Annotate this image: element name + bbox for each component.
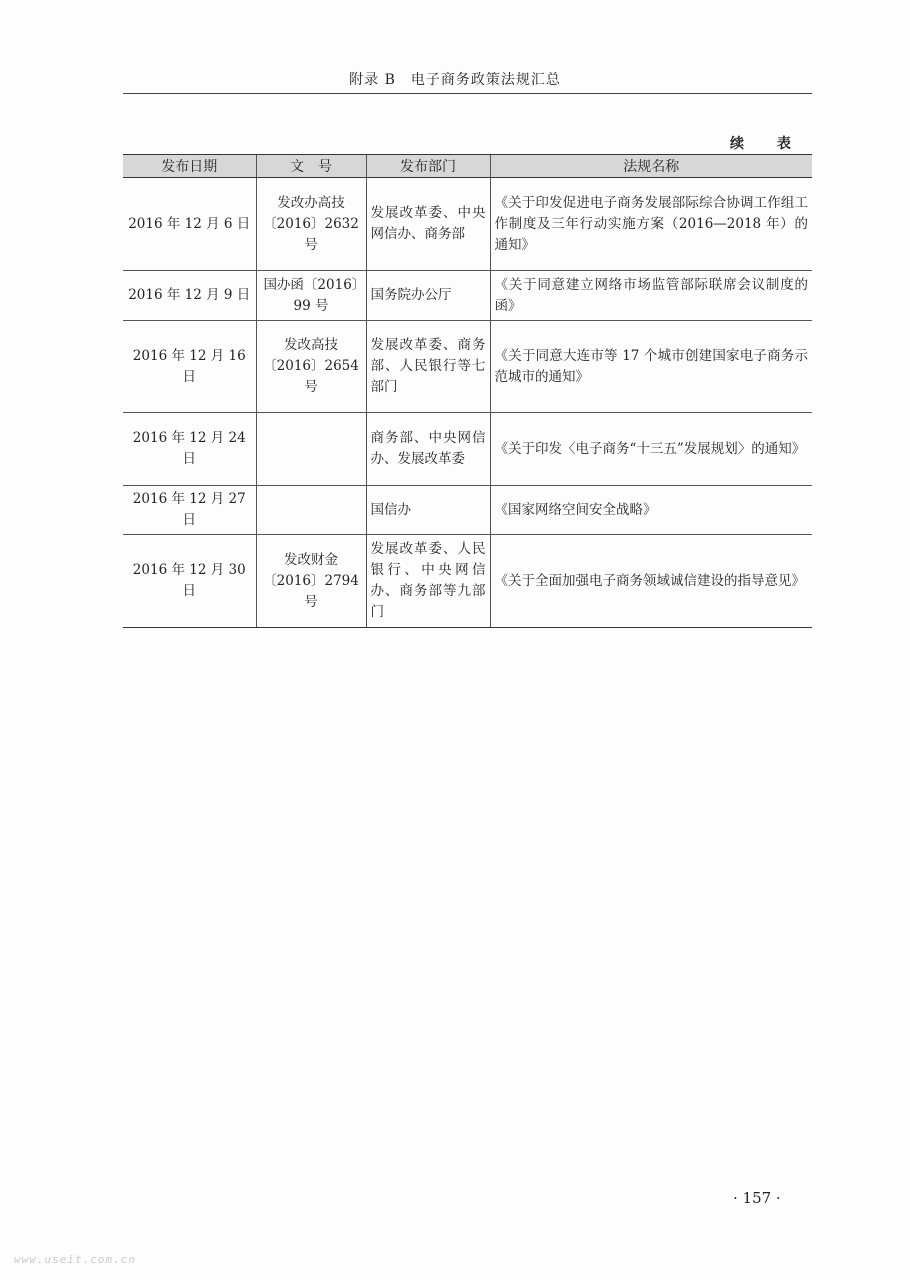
table-row	[123, 535, 812, 628]
cell-date: 2016 年 12 月 6 日	[123, 178, 256, 271]
cell-department: 商务部、中央网信办、发展改革委	[366, 413, 490, 486]
cell-doc-no	[256, 413, 366, 486]
regulations-table	[123, 154, 812, 628]
cell-date: 2016 年 12 月 16 日	[123, 321, 256, 413]
continued-label: 续 表	[730, 136, 805, 152]
cell-doc-no: 国办函〔2016〕99 号	[256, 271, 366, 321]
table-row	[123, 486, 812, 535]
column-header-doc-no: 文 号	[256, 155, 366, 178]
table-header-row	[123, 155, 812, 178]
cell-title: 《关于同意建立网络市场监管部际联席会议制度的函》	[490, 271, 812, 321]
column-header-date: 发布日期	[123, 155, 256, 178]
page-number: · 157 ·	[733, 1189, 781, 1207]
column-header-department: 发布部门	[366, 155, 490, 178]
cell-title: 《国家网络空间安全战略》	[490, 486, 812, 535]
table-row	[123, 413, 812, 486]
cell-date: 2016 年 12 月 24 日	[123, 413, 256, 486]
cell-department: 发展改革委、中央网信办、商务部	[366, 178, 490, 271]
cell-title: 《关于全面加强电子商务领域诚信建设的指导意见》	[490, 535, 812, 628]
cell-date: 2016 年 12 月 27 日	[123, 486, 256, 535]
cell-doc-no: 发改办高技〔2016〕2632 号	[256, 178, 366, 271]
cell-department: 国信办	[366, 486, 490, 535]
cell-doc-no	[256, 486, 366, 535]
cell-date: 2016 年 12 月 30 日	[123, 535, 256, 628]
cell-department: 发展改革委、人民银行、中央网信办、商务部等九部门	[366, 535, 490, 628]
watermark: www.useit.com.cn	[14, 1253, 136, 1266]
cell-date: 2016 年 12 月 9 日	[123, 271, 256, 321]
cell-title: 《关于印发促进电子商务发展部际综合协调工作组工作制度及三年行动实施方案（2016—2018 年）的通知》	[490, 178, 812, 271]
cell-department: 发展改革委、商务部、人民银行等七部门	[366, 321, 490, 413]
cell-doc-no: 发改高技〔2016〕2654 号	[256, 321, 366, 413]
cell-title: 《关于印发〈电子商务“十三五”发展规划〉的通知》	[490, 413, 812, 486]
table-row	[123, 178, 812, 271]
column-header-title: 法规名称	[490, 155, 812, 178]
cell-department: 国务院办公厅	[366, 271, 490, 321]
table-row	[123, 321, 812, 413]
table-row	[123, 271, 812, 321]
cell-title: 《关于同意大连市等 17 个城市创建国家电子商务示范城市的通知》	[490, 321, 812, 413]
running-head: 附录 B 电子商务政策法规汇总	[349, 72, 561, 88]
header-rule	[123, 93, 812, 94]
cell-doc-no: 发改财金〔2016〕2794 号	[256, 535, 366, 628]
